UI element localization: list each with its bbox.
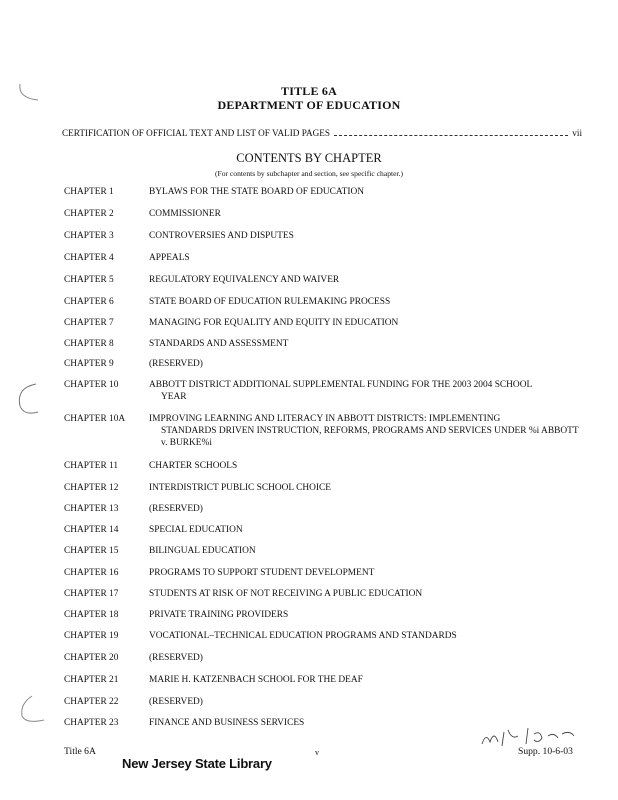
chapter-title [149, 379, 579, 403]
chapter-number: CHAPTER 18 [64, 610, 119, 620]
chapter-title [149, 413, 579, 449]
chapter-title [149, 696, 579, 708]
chapter-title [149, 652, 579, 664]
chapter-title-continuation: YEAR [161, 392, 187, 402]
chapter-title [149, 482, 579, 494]
footer-supplement-date: Supp. 10-6-03 [518, 746, 573, 757]
chapter-title-line: COMMISSIONER [149, 209, 221, 219]
chapter-number: CHAPTER 11 [64, 461, 119, 471]
leader-dots [334, 128, 568, 136]
chapter-title-line: CHARTER SCHOOLS [149, 461, 238, 471]
chapter-number: CHAPTER 12 [64, 483, 119, 493]
chapter-title [149, 338, 579, 350]
chapter-number: CHAPTER 2 [64, 209, 114, 219]
chapter-number: CHAPTER 9 [64, 359, 114, 369]
contents-note: (For contents by subchapter and section, see specific chapter.) [214, 169, 404, 178]
contents-heading: CONTENTS BY CHAPTER [236, 151, 382, 165]
chapter-title [149, 208, 579, 220]
chapter-title [149, 252, 579, 264]
chapter-number: CHAPTER 21 [64, 675, 119, 685]
chapter-title [149, 588, 579, 600]
chapter-title [149, 630, 579, 642]
chapter-title-continuation: STANDARDS DRIVEN INSTRUCTION, REFORMS, PROGRAMS AND SERVICES UNDER %i ABBOTT v. BURKE%i [161, 426, 579, 448]
chapter-title-line: REGULATORY EQUIVALENCY AND WAIVER [149, 275, 340, 285]
chapter-number: CHAPTER 3 [64, 231, 114, 241]
chapter-title-line: (RESERVED) [149, 359, 203, 369]
chapter-title-line: PROGRAMS TO SUPPORT STUDENT DEVELOPMENT [149, 568, 375, 578]
chapter-number: CHAPTER 20 [64, 653, 119, 663]
chapter-title-line: MANAGING FOR EQUALITY AND EQUITY IN EDUCATION [149, 318, 399, 328]
chapter-title-line: (RESERVED) [149, 697, 203, 707]
chapter-title [149, 503, 579, 515]
chapter-title [149, 524, 579, 536]
chapter-title [149, 609, 579, 621]
chapter-title [149, 460, 579, 472]
chapter-title [149, 567, 579, 579]
chapter-title [149, 296, 579, 308]
chapter-title [149, 545, 579, 557]
chapter-title-line: SPECIAL EDUCATION [149, 525, 243, 535]
chapter-title-line: BILINGUAL EDUCATION [149, 546, 256, 556]
footer-page-number: v [315, 748, 319, 757]
library-stamp: New Jersey State Library [122, 756, 272, 771]
punch-hole-mark-bottom [14, 690, 54, 730]
chapter-number: CHAPTER 17 [64, 589, 119, 599]
chapter-title-line: INTERDISTRICT PUBLIC SCHOOL CHOICE [149, 483, 332, 493]
chapter-number: CHAPTER 5 [64, 275, 114, 285]
chapter-number: CHAPTER 23 [64, 718, 119, 728]
chapter-title [149, 274, 579, 286]
chapter-number: CHAPTER 14 [64, 525, 119, 535]
certification-text: CERTIFICATION OF OFFICIAL TEXT AND LIST OF VALID PAGES [62, 128, 330, 138]
chapter-title [149, 230, 579, 242]
chapter-title-line: APPEALS [149, 253, 190, 263]
chapter-number: CHAPTER 15 [64, 546, 119, 556]
certification-page: vii [572, 128, 582, 138]
department-title: DEPARTMENT OF EDUCATION [217, 98, 401, 112]
chapter-title-line: STANDARDS AND ASSESSMENT [149, 339, 289, 349]
title: TITLE 6A [281, 84, 337, 98]
chapter-number: CHAPTER 1 [64, 187, 114, 197]
footer-title: Title 6A [64, 746, 96, 757]
chapter-title-line: PRIVATE TRAINING PROVIDERS [149, 610, 289, 620]
chapter-title-line: (RESERVED) [149, 653, 203, 663]
chapter-title-line: STUDENTS AT RISK OF NOT RECEIVING A PUBLIC EDUCATION [149, 589, 423, 599]
punch-hole-mark-middle [14, 378, 44, 422]
handwritten-initials [478, 722, 588, 752]
chapter-number: CHAPTER 13 [64, 504, 119, 514]
chapter-title-line: BYLAWS FOR THE STATE BOARD OF EDUCATION [149, 187, 364, 197]
chapter-title-line: (RESERVED) [149, 504, 203, 514]
chapter-title-line: STATE BOARD OF EDUCATION RULEMAKING PROCESS [149, 297, 391, 307]
chapter-title-line: ABBOTT DISTRICT ADDITIONAL SUPPLEMENTAL FUNDING FOR THE 2003 2004 SCHOOL [149, 380, 533, 390]
chapter-title-line: CONTROVERSIES AND DISPUTES [149, 231, 294, 241]
chapter-title [149, 358, 579, 370]
chapter-number: CHAPTER 8 [64, 339, 114, 349]
chapter-number: CHAPTER 16 [64, 568, 119, 578]
chapter-number: CHAPTER 19 [64, 631, 119, 641]
chapter-title-line: MARIE H. KATZENBACH SCHOOL FOR THE DEAF [149, 675, 363, 685]
chapter-number: CHAPTER 6 [64, 297, 114, 307]
chapter-number: CHAPTER 10A [64, 414, 126, 424]
chapter-number: CHAPTER 7 [64, 318, 114, 328]
chapter-title [149, 317, 579, 329]
chapter-number: CHAPTER 10 [64, 380, 119, 390]
chapter-title [149, 674, 579, 686]
punch-hole-mark-top [14, 78, 44, 108]
chapter-title [149, 186, 579, 198]
chapter-title-line: VOCATIONAL–TECHNICAL EDUCATION PROGRAMS AND STANDARDS [149, 631, 457, 641]
chapter-title-line: FINANCE AND BUSINESS SERVICES [149, 718, 305, 728]
certification-line [62, 128, 582, 142]
chapter-title-line: IMPROVING LEARNING AND LITERACY IN ABBOTT DISTRICTS: IMPLEMENTING [149, 414, 501, 424]
chapter-number: CHAPTER 4 [64, 253, 114, 263]
chapter-number: CHAPTER 22 [64, 697, 119, 707]
